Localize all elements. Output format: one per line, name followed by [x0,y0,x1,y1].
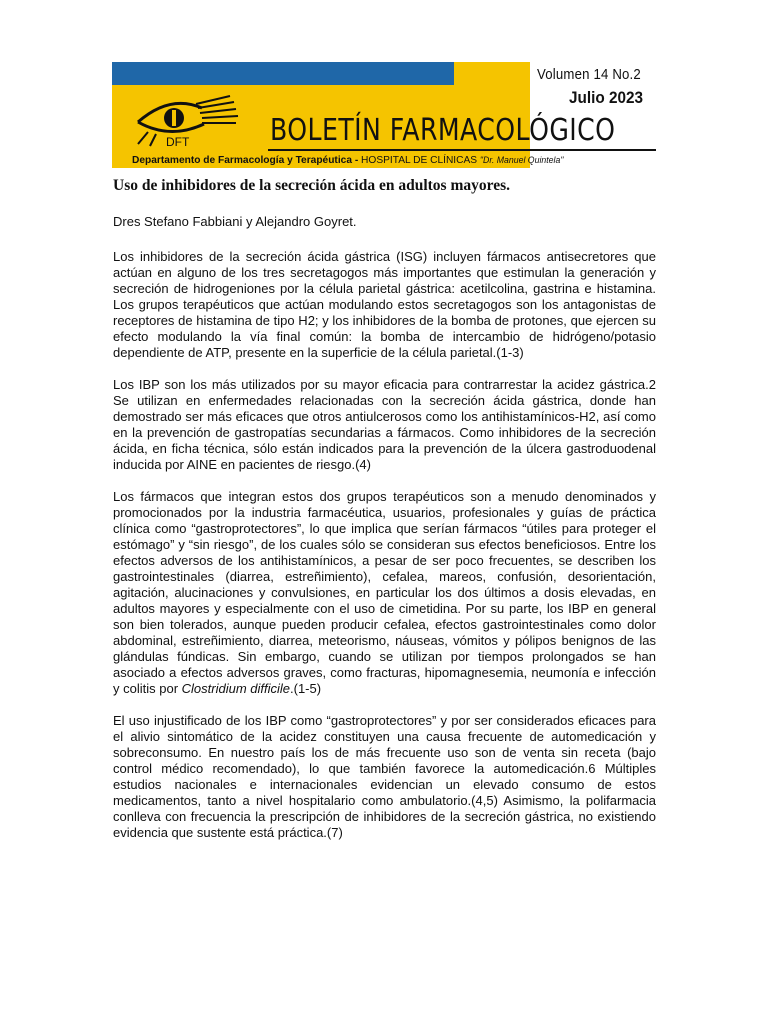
department-line [132,154,563,166]
article-title: Uso de inhibidores de la secreción ácida en adultos mayores. [113,177,510,194]
article-authors: Dres Stefano Fabbiani y Alejandro Goyret. [113,214,357,229]
paragraph-4: El uso injustificado de los IBP como “gastroprotectores” y por ser considerados eficaces para el alivio sintomático de la acidez constituyen una causa frecuente de automedicación y sobreconsumo. En nuestro país los de más frecuente uso son de venta sin receta (bajo control médico recomendado), lo que también favorece la automedicación.6 Múltiples estudios nacionales e internacionales evidencian un elevado consumo de estos medicamentos, tanto a nivel hospitalario como ambulatorio.(4,5) Asimismo, la polifarmacia conlleva con frecuencia la prescripción de inhibidores de la secreción gástrica, no existiendo evidencia que sustente está práctica.(7) [113,713,656,840]
paragraph-3-italic: Clostridium difficile [181,681,291,696]
paragraph-3-end: .(1-5) [290,681,322,696]
masthead [0,0,768,175]
title-rule [268,149,656,151]
bulletin-title: BOLETÍN FARMACOLÓGICO [270,113,616,148]
header-yellow-band-upper [454,62,530,85]
paragraph-1: Los inhibidores de la secreción ácida gástrica (ISG) incluyen fármacos antisecretores que actúan en alguno de los tres secretagogos más importantes que estimulan la generación y secreción de hidrogeniones por la célula parietal gástrica: acetilcolina, gastrina e histamina. Los grupos terapéuticos que actúan modulando estos secretagogos son los antagonistas de receptores de histamina de tipo H2; y los inhibidores de la bomba de protones, que ejercen su efecto modulando la vía final común: la bomba de intercambio de hidrógeno/potasio dependiente de ATP, presente en la superficie de la célula parietal.(1-3) [113,249,656,360]
issue-date: Julio 2023 [569,88,643,107]
header-blue-band [112,62,454,85]
hospital-name: HOSPITAL DE CLÍNICAS [361,154,478,166]
paragraph-3-text: Los fármacos que integran estos dos grupos terapéuticos son a menudo denominados y promocionados por la industria farmacéutica, usuarios, profesionales y guías de práctica clínica como “gastroprotectores”, lo que implica que serían fármacos “útiles para proteger el estómago” y “sin riesgo”, de los cuales sólo se consideran sus efectos beneficiosos. Entre los efectos adversos de los antihistamínicos, a pesar de ser poco frecuentes, se describen los gastrointestinales (diarrea, estreñimiento), cefalea, mareos, confusión, desorientación, agitación, alucinaciones y convulsiones, en particular los dos últimos a dosis elevadas, en adultos mayores y especialmente con el uso de cimetidina. Por su parte, los IBP en general son bien tolerados, aunque pueden producir cefalea, efectos gastrointestinales como dolor abdominal, estreñimiento, diarrea, meteorismo, náuseas, vómitos y pólipos benignos de las glándulas fúndicas. Sin embargo, cuando se utilizan por tiempos prolongados se han asociado a efectos adversos graves, como fracturas, hipomagnesemia, neumonía e infección y colitis por [113,489,656,696]
paragraph-2: Los IBP son los más utilizados por su mayor eficacia para contrarrestar la acidez gástrica.2 Se utilizan en enfermedades relacionadas con la secreción ácida gástrica, donde han demostrado ser más eficaces que otros antiulcerosos como los antihistamínicos-H2, así como en la prevención de gastropatías secundarias a fármacos. Como inhibidores de la secreción ácida, en ficha técnica, sólo están indicados para la prevención de la úlcera gastroduodenal inducida por AINE en pacientes de riesgo.(4) [113,377,656,472]
paragraph-3 [113,489,656,697]
department-name: Departamento de Farmacología y Terapéutica - [132,154,362,166]
hospital-doctor: "Dr. Manuel Quintela" [479,155,564,165]
article [113,176,656,857]
logo-text: DFT [166,135,190,149]
eye-logo-icon [130,88,242,150]
issue-volume: Volumen 14 No.2 [537,66,641,83]
